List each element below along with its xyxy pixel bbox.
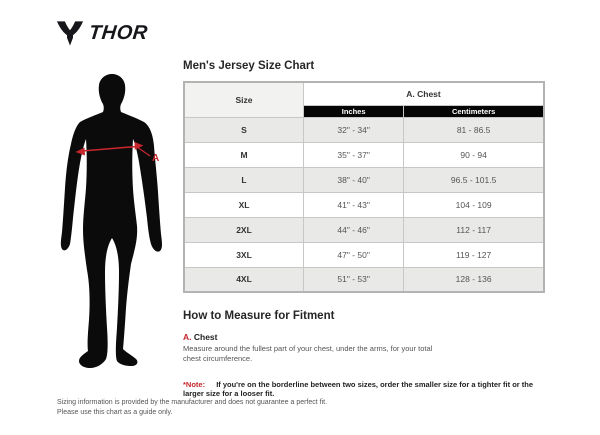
brand-logo	[56, 20, 148, 47]
size-chart-section	[183, 60, 545, 398]
centimeters-value: 96.5 - 101.5	[404, 167, 544, 192]
disclaimer	[57, 398, 327, 418]
size-value: 2XL	[184, 217, 304, 242]
measure-point-label	[183, 332, 545, 342]
centimeters-value: 90 - 94	[404, 142, 544, 167]
measurement-figure	[40, 68, 180, 386]
table-row	[184, 217, 544, 242]
centimeters-value: 112 - 117	[404, 217, 544, 242]
table-row	[184, 167, 544, 192]
inches-value: 51" - 53"	[304, 267, 404, 292]
inches-value: 32" - 34"	[304, 117, 404, 142]
table-row	[184, 142, 544, 167]
male-silhouette	[61, 74, 162, 368]
column-header-chest: A. Chest	[304, 82, 544, 105]
size-value: 3XL	[184, 242, 304, 267]
measurement-label-a: A	[152, 153, 160, 164]
centimeters-value: 81 - 86.5	[404, 117, 544, 142]
size-value: XL	[184, 192, 304, 217]
size-chart-table	[183, 81, 545, 293]
column-header-size: Size	[184, 82, 304, 117]
size-value: 4XL	[184, 267, 304, 292]
sizing-note	[183, 380, 545, 398]
disclaimer-line-1: Sizing information is provided by the manufacturer and does not guarantee a perfect fit.	[57, 399, 328, 406]
page-title: Men's Jersey Size Chart	[183, 60, 315, 72]
measure-point-letter: A.	[183, 332, 192, 342]
note-label: *Note:	[183, 380, 206, 389]
size-value: S	[184, 117, 304, 142]
inches-value: 47" - 50"	[304, 242, 404, 267]
column-header-inches: Inches	[304, 105, 404, 117]
centimeters-value: 119 - 127	[404, 242, 544, 267]
table-row	[184, 117, 544, 142]
thor-horns-icon	[56, 20, 84, 47]
inches-value: 44" - 46"	[304, 217, 404, 242]
column-header-centimeters: Centimeters	[404, 105, 544, 117]
inches-value: 35" - 37"	[304, 142, 404, 167]
table-row	[184, 192, 544, 217]
table-row	[184, 267, 544, 292]
inches-value: 41" - 43"	[304, 192, 404, 217]
table-row	[184, 242, 544, 267]
disclaimer-line-2: Please use this chart as a guide only.	[57, 409, 173, 416]
brand-logo-text: THOR	[87, 22, 149, 44]
size-value: M	[184, 142, 304, 167]
note-text: If you're on the borderline between two sizes, order the smaller size for a tighter fit or the larger size for a looser fit.	[183, 380, 534, 398]
measure-description: Measure around the fullest part of your chest, under the arms, for your total chest circumference.	[183, 344, 433, 363]
size-value: L	[184, 167, 304, 192]
measure-point-name: Chest	[193, 332, 218, 342]
inches-value: 38" - 40"	[304, 167, 404, 192]
fitment-heading: How to Measure for Fitment	[183, 310, 335, 322]
centimeters-value: 128 - 136	[404, 267, 544, 292]
centimeters-value: 104 - 109	[404, 192, 544, 217]
